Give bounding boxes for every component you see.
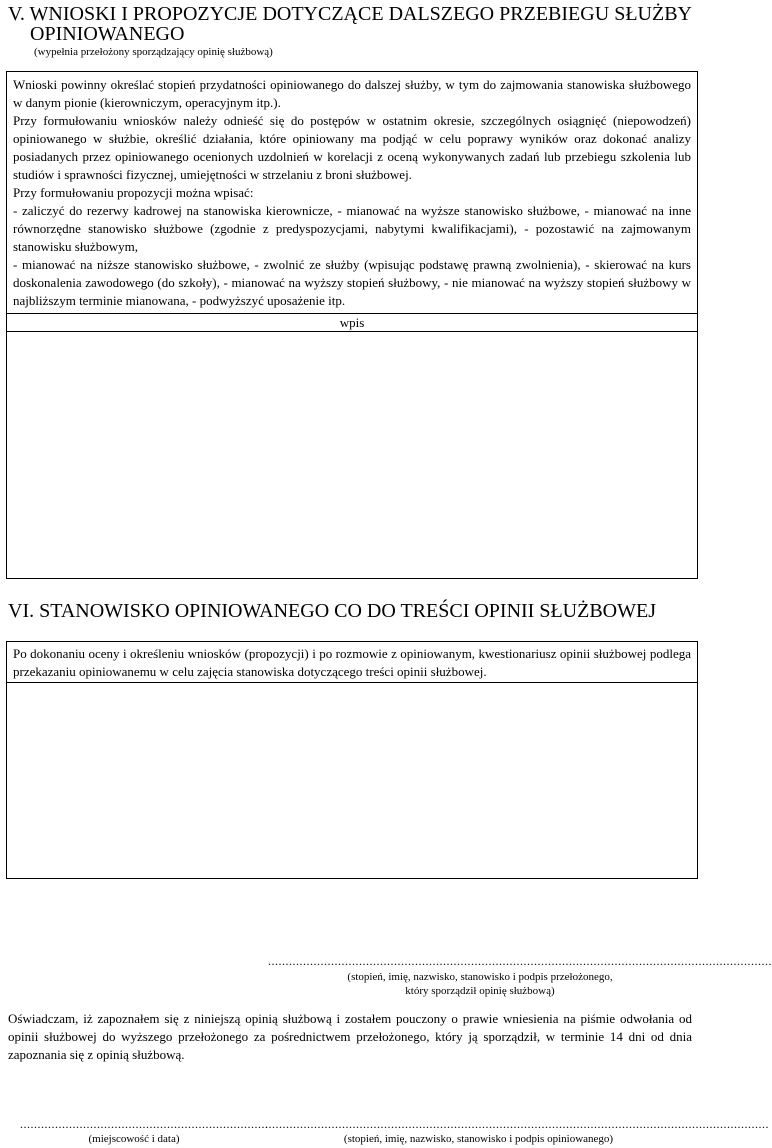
- section-6-entry-area[interactable]: [6, 682, 698, 879]
- instruction-paragraph: Przy formułowaniu propozycji można wpisać:: [13, 185, 254, 200]
- opiniowany-signature-line[interactable]: ................................................................................................................................................: [265, 1117, 769, 1131]
- entry-label: wpis: [6, 313, 698, 332]
- section-5-title-continued: OPINIOWANEGO: [30, 23, 185, 45]
- supervisor-signature-line[interactable]: ................................................................................................................................................: [268, 954, 772, 968]
- section-5-entry-area[interactable]: [6, 331, 698, 579]
- section-5-title: V. WNIOSKI I PROPOZYCJE DOTYCZĄCE DALSZEGO PRZEBIEGU SŁUŻBY: [8, 3, 692, 25]
- opiniowany-signature-caption: (stopień, imię, nazwisko, stanowisko i podpis opiniowanego): [343, 1133, 614, 1145]
- instruction-paragraph: - zaliczyć do rezerwy kadrowej na stanowiska kierownicze, - mianować na wyższe stanowisko służbowe, - mianować na inne równorzędne stanowisko służbowe (zgodnie z predyspozycjami, nabytymi kwalifikacjami), - pozostawić na zajmowanym stanowisku służbowym,: [13, 203, 691, 254]
- place-date-caption: (miejscowość i data): [88, 1133, 180, 1145]
- place-date-line[interactable]: .......................................................................: [20, 1117, 269, 1131]
- section-6-title: VI. STANOWISKO OPINIOWANEGO CO DO TREŚCI OPINII SŁUŻBOWEJ: [8, 600, 656, 622]
- section-5-instructions-box: [6, 71, 698, 314]
- caption-line: (stopień, imię, nazwisko, stanowisko i podpis przełożonego,: [347, 971, 613, 983]
- declaration-text: Oświadczam, iż zapoznałem się z niniejszą opinią służbową i zostałem pouczony o prawie wniesienia na piśmie odwołania od opinii służbowej do wyższego przełożonego za pośrednictwem przełożonego, który ją sporządził, w terminie 14 dni od dnia zapoznania się z opinią służbową.: [8, 1011, 692, 1062]
- instruction-paragraph: Przy formułowaniu wniosków należy odnieść się do postępów w ostatnim okresie, szczególnych osiągnięć (niepowodzeń) opiniowanego w służbie, określić działania, które opiniowany ma podjąć w celu poprawy wyników oraz dokonać analizy posiadanych przez opiniowanego ocenionych uzdolnień w korelacji z oceną wykonywanych zadań lub przebiegu szkolenia lub studiów i sprawności fizycznej, umiejętności w strzelaniu z broni służbowej.: [13, 113, 691, 182]
- section-5-subtitle: (wypełnia przełożony sporządzający opinię służbową): [34, 46, 273, 58]
- instruction-paragraph: Wnioski powinny określać stopień przydatności opiniowanego do dalszej służby, w tym do zajmowania stanowiska służbowego w danym pionie (kierowniczym, operacyjnym itp.).: [13, 77, 691, 110]
- supervisor-signature-caption: [268, 970, 692, 998]
- section-6-instructions-box: [6, 641, 698, 683]
- instruction-paragraph: - mianować na niższe stanowisko służbowe, - zwolnić ze służby (wpisując podstawę prawną zwolnienia), - skierować na kurs doskonalenia zawodowego (do szkoły), - mianować na wyższy stopień służbowy, - nie mianować na wyższy stopień służbowy w najbliższym terminie mianowana, - podwyższyć uposażenie itp.: [13, 257, 691, 308]
- caption-line: który sporządził opinię służbową): [405, 985, 555, 997]
- instruction-paragraph: Po dokonaniu oceny i określeniu wniosków (propozycji) i po rozmowie z opiniowanym, kwestionariusz opinii służbowej podlega przekazaniu opiniowanemu w celu zajęcia stanowiska dotyczącego treści opinii służbowej.: [13, 646, 691, 679]
